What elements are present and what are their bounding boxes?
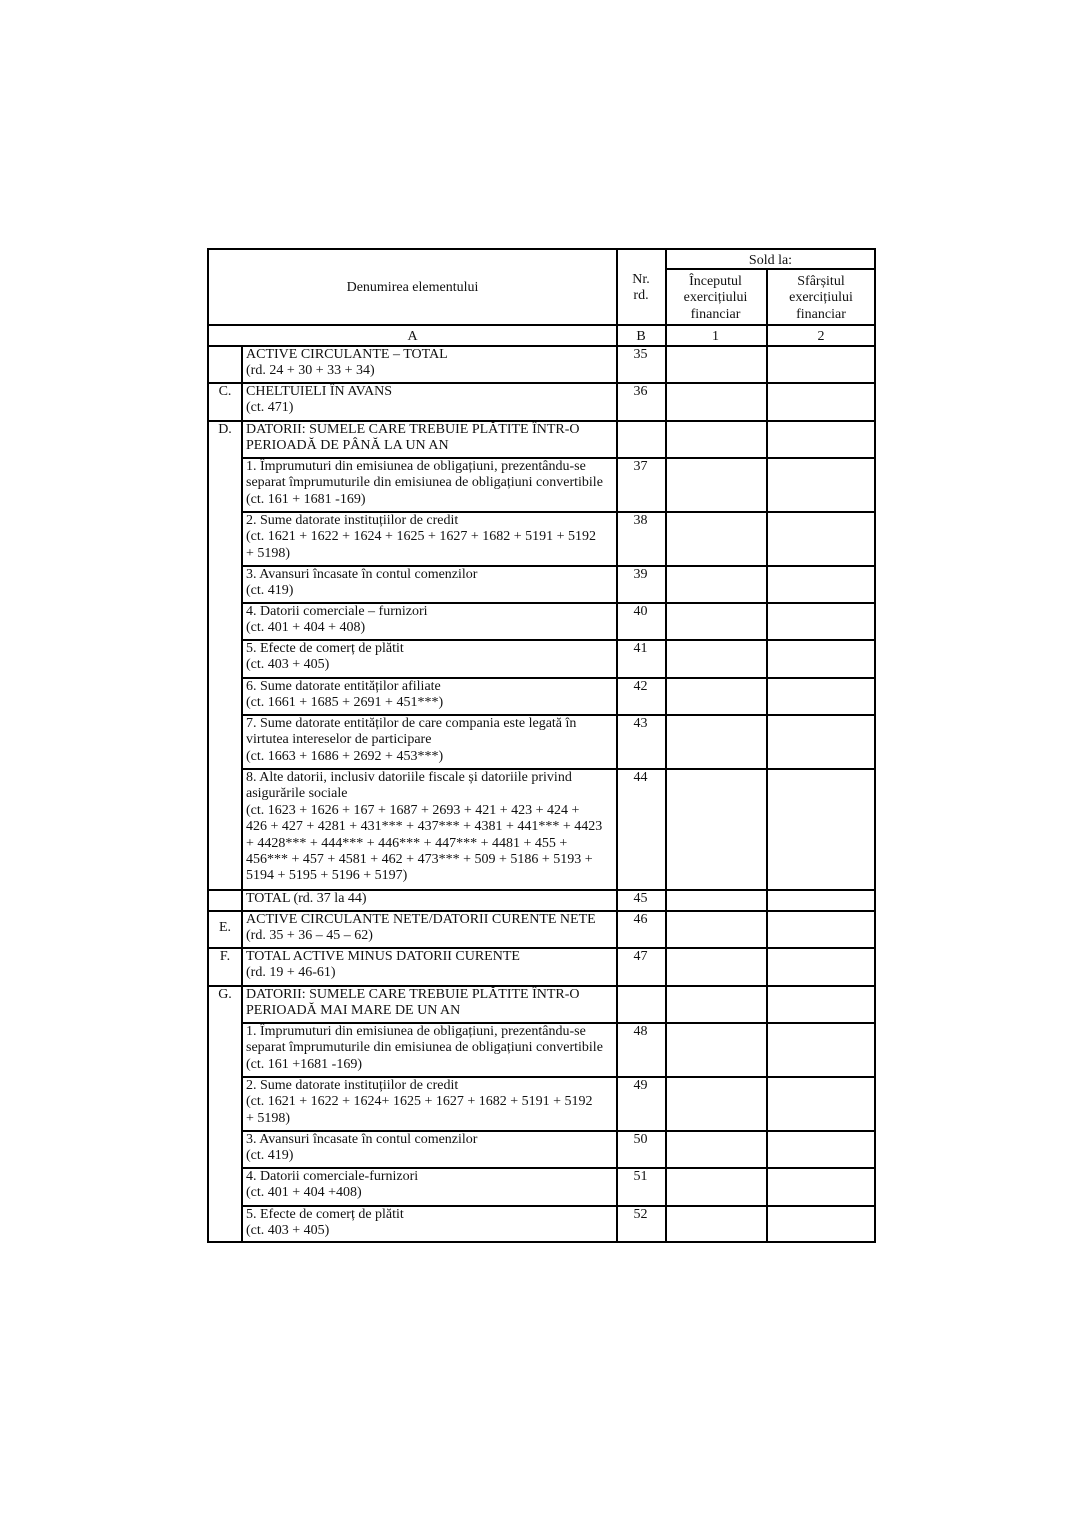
row-divider xyxy=(241,1130,876,1132)
value-start-cell xyxy=(667,891,766,912)
description-line: (ct. 1661 + 1685 + 2691 + 451***) xyxy=(246,695,444,711)
description-line: DATORII: SUMELE CARE TREBUIE PLĂTITE ÎNTR-O xyxy=(246,422,580,437)
letter-row-a: A xyxy=(407,329,418,344)
value-start-cell xyxy=(667,513,766,567)
value-start-cell xyxy=(667,716,766,770)
row-number: 46 xyxy=(633,912,648,927)
value-start-cell xyxy=(667,567,766,604)
description-line: 426 + 427 + 4281 + 431*** + 437*** + 4381 + 441*** + 4423 xyxy=(246,819,603,835)
header-col1-line: Începutul xyxy=(689,274,742,289)
description-line: 2. Sume datorate instituțiilor de credit xyxy=(246,513,459,528)
value-end-cell xyxy=(768,422,876,459)
element-description xyxy=(246,459,613,508)
row-divider xyxy=(209,889,876,891)
value-start-cell xyxy=(667,679,766,716)
value-start-cell xyxy=(667,1207,766,1243)
element-description xyxy=(246,716,613,765)
table-row xyxy=(209,384,876,422)
value-end-cell xyxy=(768,1169,876,1207)
row-number: 45 xyxy=(633,891,648,906)
header-col1 xyxy=(665,274,766,323)
description-line: PERIOADĂ DE PÂNĂ LA UN AN xyxy=(246,438,449,454)
table-row xyxy=(209,987,876,1024)
value-start-cell xyxy=(667,987,766,1024)
element-description xyxy=(246,641,613,674)
value-end-cell xyxy=(768,641,876,679)
row-number: 50 xyxy=(633,1132,648,1147)
row-number: 42 xyxy=(633,679,648,694)
section-letter: G. xyxy=(218,987,232,1002)
table-row xyxy=(209,891,876,912)
description-line: 1. Împrumuturi din emisiunea de obligațiuni, prezentându-se xyxy=(246,1024,586,1039)
row-number: 39 xyxy=(633,567,648,582)
value-start-cell xyxy=(667,459,766,513)
table-row xyxy=(209,567,876,604)
description-line: (rd. 19 + 46-61) xyxy=(246,965,336,981)
description-line: 1. Împrumuturi din emisiunea de obligațiuni, prezentându-se xyxy=(246,459,586,474)
description-line: asigurările sociale xyxy=(246,786,348,802)
description-line: 4. Datorii comerciale – furnizori xyxy=(246,604,428,619)
element-description xyxy=(246,1078,613,1127)
table-row xyxy=(209,1024,876,1078)
element-description xyxy=(246,604,613,637)
description-line: (rd. 24 + 30 + 33 + 34) xyxy=(246,363,375,379)
value-start-cell xyxy=(667,347,766,384)
section-letter: F. xyxy=(219,949,231,964)
header-col2-line: Sfârșitul xyxy=(797,274,845,289)
value-end-cell xyxy=(768,1132,876,1169)
table-row xyxy=(209,1207,876,1243)
value-start-cell xyxy=(667,1024,766,1078)
row-number: 44 xyxy=(633,770,648,785)
table-row xyxy=(209,770,876,891)
description-line: + 5198) xyxy=(246,1110,291,1126)
value-end-cell xyxy=(768,567,876,604)
balance-sheet-table xyxy=(207,248,876,1243)
table-row xyxy=(209,513,876,567)
value-start-cell xyxy=(667,949,766,987)
element-description xyxy=(246,1024,613,1073)
table-row xyxy=(209,1132,876,1169)
header-element-name: Denumirea elementului xyxy=(346,280,479,295)
table-row xyxy=(209,1078,876,1132)
description-line: TOTAL ACTIVE MINUS DATORII CURENTE xyxy=(246,949,520,964)
table-row xyxy=(209,422,876,459)
description-line: 6. Sume datorate entităților afiliate xyxy=(246,679,441,694)
value-end-cell xyxy=(768,384,876,422)
description-line: 8. Alte datorii, inclusiv datoriile fiscale și datoriile privind xyxy=(246,770,572,785)
value-start-cell xyxy=(667,770,766,891)
description-line: separat împrumuturile din emisiunea de obligațiuni convertibile xyxy=(246,1040,603,1056)
row-number: 49 xyxy=(633,1078,648,1093)
col-divider xyxy=(665,250,667,1243)
row-divider xyxy=(241,1022,876,1024)
value-end-cell xyxy=(768,949,876,987)
row-divider xyxy=(665,268,876,270)
section-letter: E. xyxy=(218,920,232,935)
section-letter: C. xyxy=(218,384,232,399)
row-number: 37 xyxy=(633,459,648,474)
value-end-cell xyxy=(768,987,876,1024)
header-col2 xyxy=(766,274,876,323)
value-start-cell xyxy=(667,912,766,949)
row-divider xyxy=(241,511,876,513)
value-end-cell xyxy=(768,459,876,513)
row-divider xyxy=(241,768,876,770)
row-number: 38 xyxy=(633,513,648,528)
description-line: (ct. 471) xyxy=(246,400,294,416)
value-end-cell xyxy=(768,716,876,770)
value-end-cell xyxy=(768,679,876,716)
value-end-cell xyxy=(768,347,876,384)
value-start-cell xyxy=(667,384,766,422)
description-line: ACTIVE CIRCULANTE NETE/DATORII CURENTE NETE xyxy=(246,912,596,927)
description-line: (ct. 1621 + 1622 + 1624 + 1625 + 1627 + 1682 + 5191 + 5192 xyxy=(246,529,597,545)
header-sold-la: Sold la: xyxy=(748,253,793,268)
element-description xyxy=(246,513,613,562)
element-description xyxy=(246,770,613,885)
description-line: ACTIVE CIRCULANTE – TOTAL xyxy=(246,347,448,362)
element-description xyxy=(246,384,613,417)
row-divider xyxy=(241,677,876,679)
description-line: 7. Sume datorate entităților de care compania este legată în xyxy=(246,716,577,731)
row-number: 41 xyxy=(633,641,648,656)
row-number: 47 xyxy=(633,949,648,964)
description-line: (ct. 401 + 404 + 408) xyxy=(246,620,366,636)
element-description xyxy=(246,912,613,945)
row-divider xyxy=(241,1205,876,1207)
header-col2-line: financiar xyxy=(796,306,846,322)
value-end-cell xyxy=(768,891,876,912)
value-start-cell xyxy=(667,1169,766,1207)
row-divider xyxy=(209,910,876,912)
value-start-cell xyxy=(667,422,766,459)
row-number: 35 xyxy=(633,347,648,362)
value-start-cell xyxy=(667,1078,766,1132)
description-line: + 5198) xyxy=(246,545,291,561)
row-number: 48 xyxy=(633,1024,648,1039)
description-line: (ct. 1623 + 1626 + 167 + 1687 + 2693 + 421 + 423 + 424 + xyxy=(246,802,580,818)
description-line: (ct. 161 + 1681 -169) xyxy=(246,491,366,507)
header-row-number xyxy=(616,272,666,305)
row-number: 36 xyxy=(633,384,648,399)
row-divider xyxy=(241,1167,876,1169)
description-line: separat împrumuturile din emisiunea de obligațiuni convertibile xyxy=(246,475,603,491)
row-number: 43 xyxy=(633,716,648,731)
element-description xyxy=(246,567,613,600)
description-line: 456*** + 457 + 4581 + 462 + 473*** + 509 + 5186 + 5193 + xyxy=(246,852,593,868)
table-row xyxy=(209,347,876,384)
value-end-cell xyxy=(768,770,876,891)
letter-row-2: 2 xyxy=(817,329,825,344)
value-start-cell xyxy=(667,604,766,641)
value-end-cell xyxy=(768,912,876,949)
description-line: + 4428*** + 444*** + 446*** + 447*** + 4481 + 455 + xyxy=(246,835,568,851)
row-number: 51 xyxy=(633,1169,648,1184)
row-divider xyxy=(209,947,876,949)
header-col2-line: exercițiului xyxy=(789,290,853,306)
row-divider xyxy=(209,324,876,326)
row-divider xyxy=(209,420,876,422)
table-row xyxy=(209,1169,876,1207)
value-start-cell xyxy=(667,641,766,679)
header-col1-line: exercițiului xyxy=(683,290,748,306)
description-line: 5. Efecte de comerț de plătit xyxy=(246,1207,404,1222)
header-row-number-line: rd. xyxy=(633,288,649,304)
value-end-cell xyxy=(768,1207,876,1243)
description-line: (ct. 403 + 405) xyxy=(246,1223,330,1239)
section-divider xyxy=(241,345,243,1243)
description-line: 5194 + 5195 + 5196 + 5197) xyxy=(246,868,408,884)
letter-row-b: B xyxy=(636,329,646,344)
table-row xyxy=(209,679,876,716)
col-divider xyxy=(766,269,768,1243)
description-line: CHELTUIELI ÎN AVANS xyxy=(246,384,392,399)
row-divider xyxy=(209,382,876,384)
table-row xyxy=(209,912,876,949)
table-row xyxy=(209,641,876,679)
description-line: 3. Avansuri încasate în contul comenzilor xyxy=(246,1132,478,1147)
element-description xyxy=(246,1169,613,1202)
description-line: (ct. 419) xyxy=(246,1148,294,1164)
element-description xyxy=(246,1207,613,1240)
description-line: (ct. 1621 + 1622 + 1624+ 1625 + 1627 + 1682 + 5191 + 5192 xyxy=(246,1094,593,1110)
description-line: (ct. 1663 + 1686 + 2692 + 453***) xyxy=(246,748,444,764)
row-divider xyxy=(209,985,876,987)
element-description xyxy=(246,987,613,1020)
letter-row-1: 1 xyxy=(712,329,719,344)
row-divider xyxy=(241,639,876,641)
header-row-number-line: Nr. xyxy=(632,272,650,287)
value-end-cell xyxy=(768,513,876,567)
row-divider xyxy=(241,602,876,604)
description-line: TOTAL (rd. 37 la 44) xyxy=(246,891,367,906)
header-col1-line: financiar xyxy=(690,306,741,322)
element-description xyxy=(246,949,613,982)
description-line: 5. Efecte de comerț de plătit xyxy=(246,641,404,656)
row-divider xyxy=(209,345,876,347)
description-line: 3. Avansuri încasate în contul comenzilor xyxy=(246,567,478,582)
row-divider xyxy=(241,457,876,459)
description-line: 2. Sume datorate instituțiilor de credit xyxy=(246,1078,459,1093)
table-row xyxy=(209,716,876,770)
description-line: (ct. 401 + 404 +408) xyxy=(246,1185,362,1201)
value-end-cell xyxy=(768,1024,876,1078)
description-line: (rd. 35 + 36 – 45 – 62) xyxy=(246,928,373,944)
section-letter: D. xyxy=(218,422,232,437)
table-row xyxy=(209,604,876,641)
element-description xyxy=(246,891,613,907)
row-divider xyxy=(241,1076,876,1078)
value-end-cell xyxy=(768,604,876,641)
description-line: (ct. 161 +1681 -169) xyxy=(246,1056,362,1072)
description-line: 4. Datorii comerciale-furnizori xyxy=(246,1169,419,1184)
row-number: 40 xyxy=(633,604,648,619)
value-start-cell xyxy=(667,1132,766,1169)
col-divider xyxy=(616,250,618,1243)
element-description xyxy=(246,1132,613,1165)
description-line: PERIOADĂ MAI MARE DE UN AN xyxy=(246,1003,461,1019)
table-row xyxy=(209,459,876,513)
table-row xyxy=(209,949,876,987)
row-divider xyxy=(241,714,876,716)
row-divider xyxy=(241,565,876,567)
description-line: DATORII: SUMELE CARE TREBUIE PLĂTITE ÎNTR-O xyxy=(246,987,580,1002)
element-description xyxy=(246,679,613,712)
description-line: (ct. 419) xyxy=(246,583,294,599)
value-end-cell xyxy=(768,1078,876,1132)
row-number: 52 xyxy=(633,1207,648,1222)
description-line: (ct. 403 + 405) xyxy=(246,657,330,673)
element-description xyxy=(246,422,613,455)
element-description xyxy=(246,347,613,380)
description-line: virtutea intereselor de participare xyxy=(246,732,432,748)
